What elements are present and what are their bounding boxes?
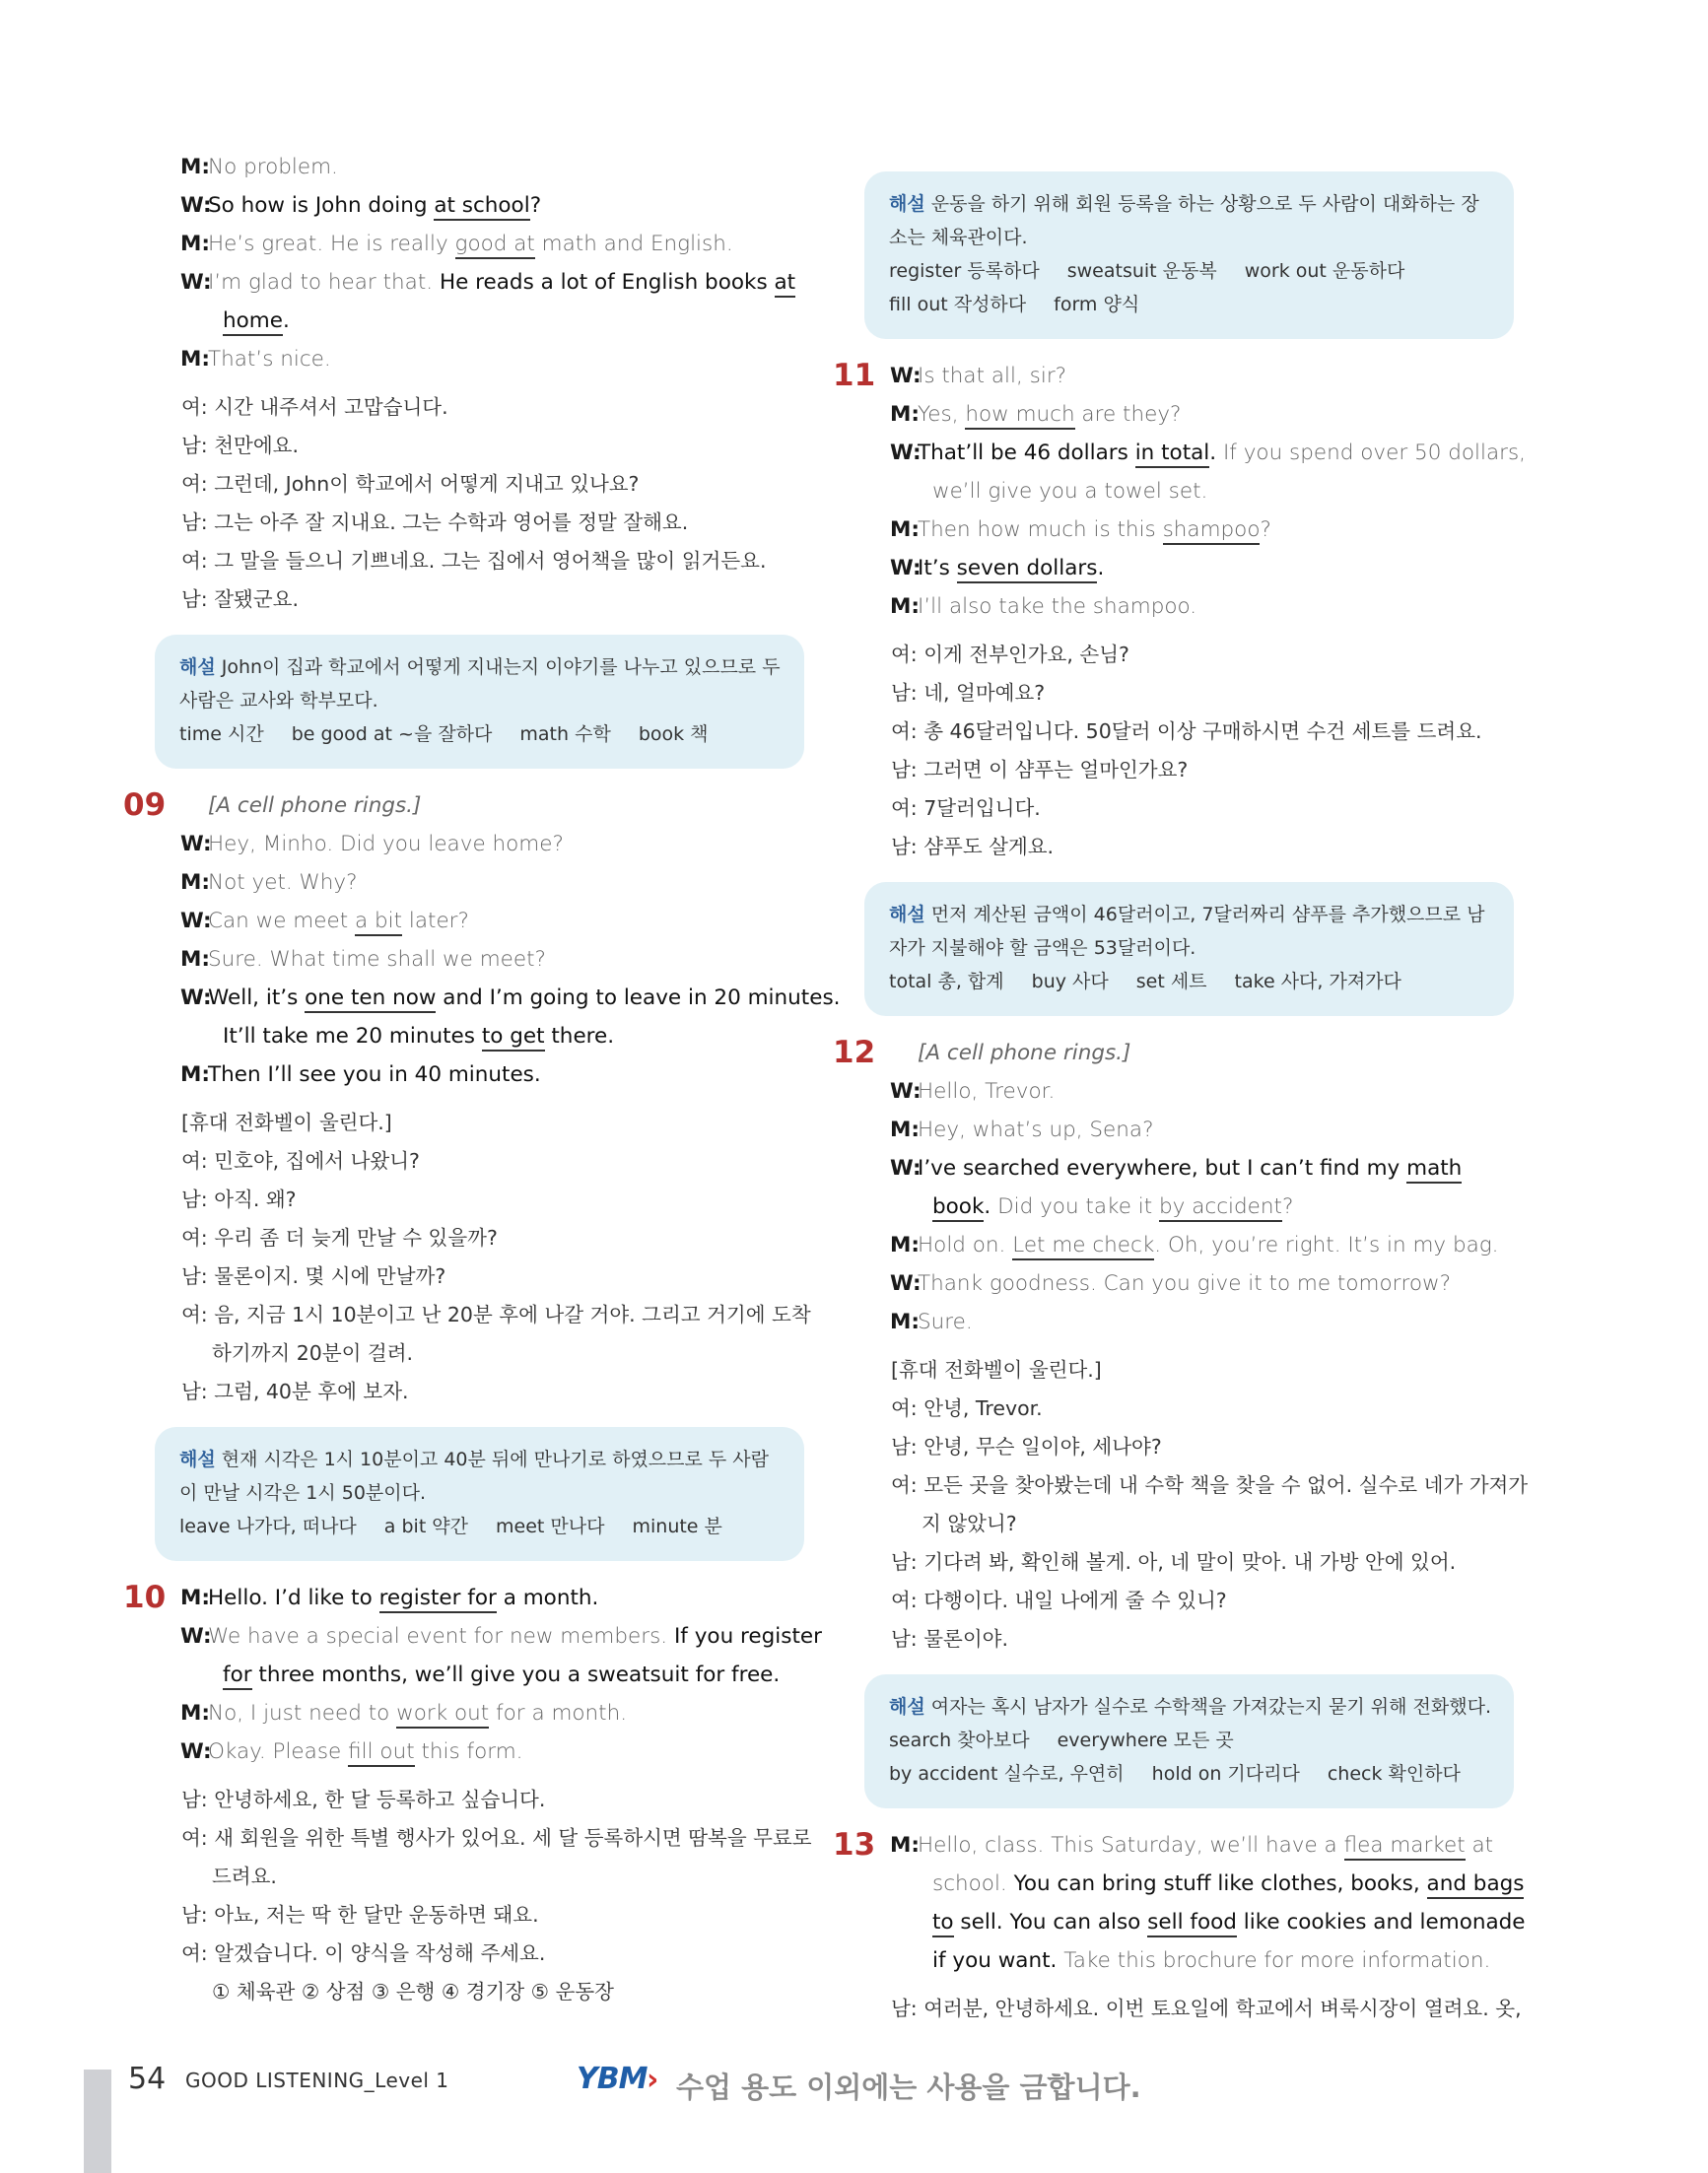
text-segment: We have a special event for new members. (208, 1624, 674, 1649)
text-segment: at (1465, 1833, 1494, 1858)
speaker-label: W: (180, 909, 212, 933)
dialogue-line (833, 510, 1523, 549)
dialogue-text (182, 263, 795, 302)
translation-line: 여: 그런데, John이 학교에서 어떻게 지내고 있나요? (181, 472, 640, 496)
text-segment: I’ll also take the shampoo. (918, 594, 1197, 619)
speaker-label: W: (180, 1739, 212, 1764)
translation-block (833, 1351, 1529, 1659)
dialogue-line (833, 1264, 1523, 1303)
text-segment: . (984, 1194, 998, 1219)
dialogue-line (123, 1017, 813, 1055)
dialogue-text (182, 1617, 822, 1656)
translation-block (123, 388, 813, 619)
dialogue-text (182, 1656, 780, 1694)
explanation-body: 현재 시각은 1시 10분이고 40분 뒤에 만나기로 하였으므로 두 사람이 만날 시각은 1시 50분이다. (179, 1449, 770, 1504)
speaker-label: W: (180, 193, 212, 218)
dialogue-line (833, 1188, 1523, 1226)
speaker-label: M: (180, 347, 210, 372)
vocab-item: leave 나가다, 떠나다 (179, 1516, 357, 1537)
text-segment: Hey, Minho. Did you leave home? (208, 832, 564, 856)
translation-line: 여: 모든 곳을 찾아봤는데 내 수학 책을 찾을 수 없어. 실수로 네가 가져가 (891, 1473, 1529, 1497)
translation-line: 남: 샴푸도 살게요. (891, 835, 1055, 858)
speaker-label: W: (890, 364, 922, 388)
dialogue-line (123, 340, 813, 378)
vocab-item: meet 만나다 (496, 1516, 605, 1537)
text-segment: ? (529, 193, 542, 218)
dialogue-text (182, 186, 541, 225)
question-number: 10 (123, 1580, 167, 1615)
dialogue-text (892, 510, 1271, 549)
translation-block (833, 636, 1523, 866)
text-segment: He reads a lot of English books (439, 270, 775, 295)
dialogue-text (892, 1226, 1499, 1264)
text-segment: register for (379, 1586, 497, 1613)
text-segment: Sure. (918, 1310, 973, 1334)
dialogue-text (182, 1055, 541, 1094)
vocab-item: set 세트 (1135, 971, 1207, 992)
translation-line: 남: 네, 얼마예요? (891, 681, 1046, 705)
text-segment: math and English. (534, 232, 733, 256)
translation-line: 남: 물론이야. (891, 1627, 1008, 1651)
explanation-text (889, 187, 1492, 254)
text-segment: later? (402, 909, 469, 933)
speaker-label: M: (890, 1310, 920, 1334)
text-segment: a month. (496, 1586, 599, 1610)
text-segment: ? (1260, 517, 1271, 542)
translation-block (833, 1990, 1523, 2028)
vocab-item: math 수학 (519, 723, 611, 745)
vocab-item: form 양식 (1054, 294, 1140, 315)
speaker-label: M: (180, 1586, 210, 1610)
translation-line: 여: 시간 내주셔서 고맙습니다. (181, 395, 448, 419)
vocab-item: total 총, 합계 (889, 971, 1004, 992)
translation-line: 남: 아뇨, 저는 딱 한 달만 운동하면 돼요. (181, 1903, 539, 1927)
dialogue-text (182, 225, 733, 263)
dialogue-line (833, 1865, 1523, 1903)
text-segment: He’s great. He is really (208, 232, 455, 256)
text-segment: [A cell phone rings.] (918, 1041, 1131, 1065)
vocab-list (889, 254, 1492, 321)
text-segment: Did you take it (997, 1194, 1160, 1219)
speaker-label: M: (180, 870, 210, 895)
vocab-item: everywhere 모든 곳 (1057, 1730, 1234, 1751)
dialogue-line (123, 1732, 813, 1771)
explanation-box (864, 171, 1514, 339)
explanation-box (155, 1427, 804, 1561)
text-segment: It’s (918, 556, 957, 580)
text-segment: If you register (673, 1624, 822, 1649)
text-segment: Hey, what’s up, Sena? (918, 1118, 1154, 1142)
speaker-label: W: (890, 1156, 922, 1181)
dialogue-line (123, 186, 813, 225)
text-segment: sell. You can also (953, 1910, 1148, 1935)
text-segment: Hello, class. This Saturday, we’ll have a (918, 1833, 1344, 1858)
left-column (123, 148, 841, 2021)
text-segment: ? (1281, 1194, 1294, 1219)
explanation-body: John이 집과 학교에서 어떻게 지내는지 이야기를 나누고 있으므로 두 사람은 교사와 학부모다. (179, 656, 781, 712)
speaker-label: M: (180, 1062, 210, 1087)
vocab-list (179, 1510, 783, 1543)
dialogue-text (182, 302, 290, 340)
text-segment: Well, it’s (208, 985, 306, 1010)
translation-line: 지 않았니? (922, 1512, 1017, 1535)
dialogue-text (892, 434, 1526, 472)
translation-line: 여: 이게 전부인가요, 손님? (891, 643, 1129, 666)
speaker-label: M: (180, 1701, 210, 1726)
dialogue-line (123, 148, 813, 186)
translation-line: 여: 알겠습니다. 이 양식을 작성해 주세요. (181, 1941, 546, 1965)
translation-line: 남: 물론이지. 몇 시에 만날까? (181, 1264, 446, 1288)
explanation-text (889, 1690, 1492, 1724)
text-segment: in total (1135, 441, 1210, 468)
translation-line: 남: 그럼, 40분 후에 보자. (181, 1380, 409, 1403)
explanation-text (179, 650, 783, 717)
text-segment: school. (932, 1871, 1014, 1896)
dialogue-line (833, 1903, 1526, 1941)
translation-line: 남: 기다려 봐, 확인해 볼게. 아, 네 말이 맞아. 내 가방 안에 있어. (891, 1550, 1457, 1574)
dialogue-line (833, 434, 1527, 472)
dialogue-line (123, 902, 813, 940)
text-segment: home (223, 308, 283, 336)
explanation-box (155, 635, 804, 769)
translation-line: 남: 여러분, 안녕하세요. 이번 토요일에 학교에서 벼룩시장이 열려요. 옷, (891, 1997, 1522, 2020)
dialogue-text (182, 825, 564, 863)
question-number: 12 (833, 1035, 876, 1070)
text-segment: No problem. (208, 155, 338, 179)
dialogue-line (833, 1111, 1523, 1149)
dialogue-text (182, 786, 421, 825)
text-segment: sell food (1147, 1910, 1237, 1937)
speaker-label: M: (890, 1833, 920, 1858)
dialogue-text (892, 472, 1207, 510)
text-segment: and bags (1427, 1871, 1525, 1899)
explanation-text (179, 1443, 783, 1510)
speaker-label: W: (180, 1624, 212, 1649)
explanation-text (889, 898, 1492, 965)
text-segment: three months, we’ll give you a sweatsuit for free. (251, 1663, 781, 1687)
dialogue-line (833, 357, 1523, 395)
text-segment: Then I’ll see you in 40 minutes. (208, 1062, 541, 1087)
question-number: 11 (833, 358, 876, 393)
dialogue-line (123, 1617, 822, 1656)
translation-line: ① 체육관 ② 상점 ③ 은행 ④ 경기장 ⑤ 운동장 (212, 1980, 614, 2003)
text-segment: to (932, 1910, 954, 1937)
text-segment: . (1209, 441, 1223, 465)
vocab-list (889, 965, 1492, 998)
chevron-right-icon: › (647, 2063, 659, 2097)
text-segment: to get (482, 1024, 545, 1052)
text-segment: are they? (1074, 402, 1182, 427)
vocab-item: sweatsuit 운동복 (1066, 260, 1217, 282)
dialogue-line (833, 1941, 1523, 1980)
translation-block (123, 1781, 813, 2011)
footer-side-bar (84, 2070, 111, 2173)
vocab-list (889, 1724, 1492, 1791)
dialogue-line (123, 1579, 813, 1617)
text-segment: Sure. What time shall we meet? (208, 947, 546, 972)
text-segment: Hello, Trevor. (918, 1079, 1056, 1104)
text-segment: a bit (355, 909, 402, 936)
speaker-label: W: (890, 441, 922, 465)
text-segment: I’m glad to hear that. (208, 270, 440, 295)
explanation-tag: 해설 (179, 656, 216, 678)
explanation-body: 먼저 계산된 금액이 46달러이고, 7달러짜리 샴푸를 추가했으므로 남자가 지불해야 할 금액은 53달러이다. (889, 904, 1485, 959)
dialogue-line (123, 940, 813, 979)
text-segment: math (1406, 1156, 1462, 1184)
speaker-label: W: (890, 556, 922, 580)
translation-line: 여: 그 말을 들으니 기쁘네요. 그는 집에서 영어책을 많이 읽거든요. (181, 549, 767, 573)
dialogue-line (833, 587, 1523, 626)
text-segment: Yes, (918, 402, 966, 427)
text-segment: I’ve searched everywhere, but I can’t find my (918, 1156, 1407, 1181)
speaker-label: M: (890, 517, 920, 542)
speaker-label: M: (180, 155, 210, 179)
text-segment: book (932, 1194, 984, 1222)
explanation-body: 운동을 하기 위해 회원 등록을 하는 상황으로 두 사람이 대화하는 장소는 체육관이다. (889, 193, 1479, 248)
speaker-label: M: (180, 947, 210, 972)
text-segment: if you want. (932, 1948, 1064, 1973)
dialogue-text (892, 1149, 1462, 1188)
copyright-notice: 수업 용도 이외에는 사용을 금합니다. (676, 2071, 1141, 2104)
vocab-item: take 사다, 가져가다 (1234, 971, 1401, 992)
speaker-label: M: (890, 594, 920, 619)
dialogue-text (182, 1694, 627, 1732)
dialogue-line (123, 1694, 813, 1732)
dialogue-line (123, 786, 813, 825)
vocab-item: fill out 작성하다 (889, 294, 1027, 315)
dialogue-line (833, 395, 1523, 434)
dialogue-line (123, 863, 813, 902)
explanation-box (864, 1674, 1514, 1808)
translation-line: 하기까지 20분이 걸려. (212, 1341, 414, 1365)
text-segment: there. (544, 1024, 615, 1049)
explanation-body: 여자는 혹시 남자가 실수로 수학책을 가져갔는지 묻기 위해 전화했다. (930, 1696, 1491, 1718)
text-segment: seven dollars (957, 556, 1098, 583)
explanation-tag: 해설 (889, 904, 925, 925)
text-segment: shampoo (1163, 517, 1261, 545)
dialogue-line (833, 1034, 1523, 1072)
dialogue-line (833, 1303, 1523, 1341)
translation-line: 드려요. (212, 1865, 277, 1888)
dialogue-line (833, 1072, 1523, 1111)
dialogue-line (123, 302, 813, 340)
text-segment: That’s nice. (208, 347, 331, 372)
text-segment: Let me check (1012, 1233, 1154, 1260)
text-segment: Can we meet (208, 909, 355, 933)
text-segment: for a month. (489, 1701, 628, 1726)
vocab-item: book 책 (638, 723, 709, 745)
text-segment: Hold on. (918, 1233, 1013, 1257)
dialogue-line (833, 1826, 1523, 1865)
speaker-label: M: (890, 402, 920, 427)
translation-line: 여: 총 46달러입니다. 50달러 이상 구매하시면 수건 세트를 드려요. (891, 719, 1482, 743)
text-segment: for (223, 1663, 252, 1690)
dialogue-text (182, 1579, 598, 1617)
vocab-list (179, 717, 783, 751)
question-number: 13 (833, 1827, 876, 1863)
dialogue-text (892, 1264, 1451, 1303)
speaker-label: W: (180, 985, 212, 1010)
dialogue-text (892, 395, 1181, 434)
vocab-item: be good at ~을 잘하다 (291, 723, 493, 745)
translation-line: 여: 새 회원을 위한 특별 행사가 있어요. 세 달 등록하시면 땀복을 무료로 (181, 1826, 812, 1850)
right-column (833, 156, 1529, 2038)
translation-line: 남: 그러면 이 샴푸는 얼마인가요? (891, 758, 1189, 781)
dialogue-line (123, 263, 813, 302)
text-segment: Hello. I’d like to (208, 1586, 379, 1610)
vocab-item: register 등록하다 (889, 260, 1040, 282)
dialogue-line (833, 1149, 1523, 1188)
vocab-item: buy 사다 (1031, 971, 1109, 992)
question-number: 09 (123, 787, 167, 823)
text-segment: [A cell phone rings.] (208, 793, 422, 818)
translation-line: 남: 천만에요. (181, 434, 299, 457)
translation-line: 여: 다행이다. 내일 나에게 줄 수 있니? (891, 1589, 1227, 1612)
vocab-item: check 확인하다 (1327, 1763, 1461, 1785)
speaker-label: W: (890, 1079, 922, 1104)
vocab-item: work out 운동하다 (1244, 260, 1405, 282)
dialogue-text (182, 1017, 614, 1055)
dialogue-text (892, 1034, 1130, 1072)
dialogue-line (123, 979, 841, 1017)
translation-line: 남: 아직. 왜? (181, 1188, 297, 1211)
text-segment: . Oh, you’re right. It’s in my bag. (1154, 1233, 1499, 1257)
ybm-logo: YBM (577, 2062, 648, 2096)
text-segment: one ten now (305, 985, 436, 1013)
dialogue-line (833, 1226, 1523, 1264)
dialogue-line (123, 825, 813, 863)
dialogue-text (892, 1826, 1493, 1865)
translation-block (123, 1104, 813, 1411)
text-segment: good at (455, 232, 535, 259)
dialogue-text (892, 1865, 1524, 1903)
text-segment: Not yet. Why? (208, 870, 358, 895)
text-segment: . (1097, 556, 1105, 580)
vocab-item: search 찾아보다 (889, 1730, 1030, 1751)
dialogue-line (833, 472, 1523, 510)
dialogue-line (123, 225, 813, 263)
text-segment: Okay. Please (208, 1739, 349, 1764)
translation-line: [휴대 전화벨이 울린다.] (891, 1358, 1102, 1382)
explanation-box (864, 882, 1514, 1016)
text-segment: . (282, 308, 290, 333)
text-segment: That’ll be 46 dollars (918, 441, 1135, 465)
translation-line: 여: 우리 좀 더 늦게 만날 수 있을까? (181, 1226, 498, 1250)
text-segment: Is that all, sir? (918, 364, 1067, 388)
text-segment: Then how much is this (918, 517, 1163, 542)
dialogue-text (892, 1188, 1293, 1226)
text-segment: flea market (1344, 1833, 1466, 1861)
dialogue-text (182, 1732, 523, 1771)
text-segment: Thank goodness. Can you give it to me tomorrow? (918, 1271, 1451, 1296)
text-segment: If you spend over 50 dollars, (1222, 441, 1527, 465)
dialogue-text (182, 979, 840, 1017)
text-segment: we’ll give you a towel set. (932, 479, 1208, 504)
translation-line: 여: 7달러입니다. (891, 796, 1041, 820)
text-segment: and I’m going to leave in 20 minutes. (436, 985, 841, 1010)
explanation-tag: 해설 (889, 1696, 925, 1718)
page-number: 54 (128, 2062, 167, 2096)
explanation-tag: 해설 (179, 1449, 216, 1470)
translation-line: 여: 음, 지금 1시 10분이고 난 20분 후에 나갈 거야. 그리고 거기에 도착 (181, 1303, 811, 1326)
speaker-label: W: (890, 1271, 922, 1296)
translation-line: [휴대 전화벨이 울린다.] (181, 1111, 392, 1134)
text-segment: at school (434, 193, 529, 221)
explanation-tag: 해설 (889, 193, 925, 215)
vocab-item: a bit 약간 (383, 1516, 469, 1537)
dialogue-text (892, 549, 1104, 587)
text-segment: fill out (348, 1739, 415, 1767)
dialogue-text (892, 587, 1196, 626)
vocab-item: minute 분 (632, 1516, 722, 1537)
dialogue-line (123, 1656, 813, 1694)
translation-line: 여: 안녕, Trevor. (891, 1396, 1043, 1420)
text-segment: So how is John doing (208, 193, 435, 218)
text-segment: at (775, 270, 796, 298)
translation-line: 남: 안녕, 무슨 일이야, 세나야? (891, 1435, 1162, 1459)
translation-line: 남: 안녕하세요, 한 달 등록하고 싶습니다. (181, 1788, 546, 1811)
dialogue-text (182, 902, 469, 940)
translation-line: 여: 민호야, 집에서 나왔니? (181, 1149, 420, 1173)
text-segment: It’ll take me 20 minutes (223, 1024, 482, 1049)
vocab-item: by accident 실수로, 우연히 (889, 1763, 1125, 1785)
text-segment: You can bring stuff like clothes, books, (1013, 1871, 1427, 1896)
text-segment: this form. (414, 1739, 523, 1764)
dialogue-text (892, 1111, 1154, 1149)
speaker-label: M: (890, 1233, 920, 1257)
speaker-label: W: (180, 270, 212, 295)
dialogue-text (182, 940, 546, 979)
text-segment: No, I just need to (208, 1701, 397, 1726)
dialogue-line (123, 1055, 813, 1094)
text-segment: how much (965, 402, 1074, 430)
translation-line: 남: 그는 아주 잘 지내요. 그는 수학과 영어를 정말 잘해요. (181, 510, 689, 534)
vocab-item: hold on 기다리다 (1151, 1763, 1300, 1785)
book-title: GOOD LISTENING_Level 1 (185, 2069, 449, 2092)
dialogue-text (892, 1903, 1526, 1941)
text-segment: Take this brochure for more information. (1063, 1948, 1491, 1973)
dialogue-line (833, 549, 1523, 587)
dialogue-text (892, 1941, 1490, 1980)
speaker-label: M: (180, 232, 210, 256)
vocab-item: time 시간 (179, 723, 264, 745)
speaker-label: W: (180, 832, 212, 856)
text-segment: by accident (1159, 1194, 1282, 1222)
speaker-label: M: (890, 1118, 920, 1142)
translation-line: 남: 잘됐군요. (181, 587, 299, 611)
text-segment: work out (396, 1701, 489, 1729)
text-segment: like cookies and lemonade (1236, 1910, 1526, 1935)
